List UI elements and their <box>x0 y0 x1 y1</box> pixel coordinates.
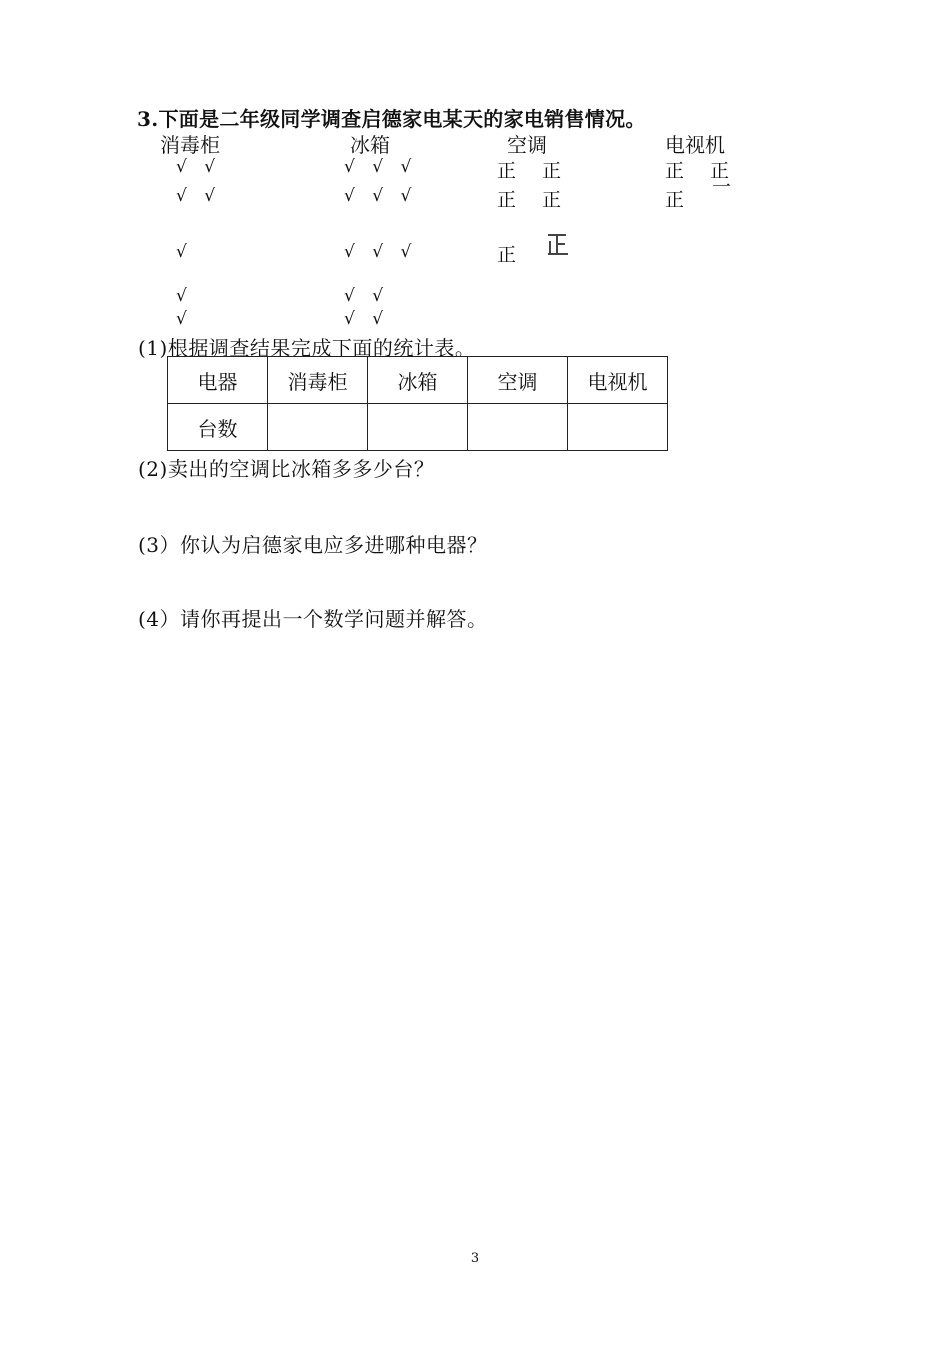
tally-fridge-row-5: √ √ <box>344 309 390 329</box>
header-fridge: 冰箱 <box>350 133 390 157</box>
question-4: (4）请你再提出一个数学问题并解答。 <box>138 607 488 631</box>
tally-disinfect-row-3: √ <box>176 242 193 262</box>
tally-tv-1: 正 <box>665 160 685 182</box>
tally-fridge-row-4: √ √ <box>344 286 390 306</box>
tally-ac-partial <box>545 232 571 256</box>
tally-fridge-row-1: √ √ √ <box>344 157 418 177</box>
table-header-cell: 电器 <box>168 357 268 404</box>
answer-cell-fridge[interactable] <box>368 404 468 451</box>
table-header-cell: 电视机 <box>568 357 668 404</box>
table-header-cell: 消毒柜 <box>268 357 368 404</box>
tally-ac-4: 正 <box>542 189 562 211</box>
question-title: 3.下面是二年级同学调查启德家电某天的家电销售情况。 <box>137 107 646 131</box>
tally-tv-4: 一 <box>712 176 732 198</box>
page-number: 3 <box>470 1251 480 1266</box>
answer-cell-tv[interactable] <box>568 404 668 451</box>
tally-disinfect-row-5: √ <box>176 309 193 329</box>
answer-cell-disinfect[interactable] <box>268 404 368 451</box>
tally-ac-5: 正 <box>497 244 517 266</box>
tally-fridge-row-3: √ √ √ <box>344 242 418 262</box>
tally-ac-3: 正 <box>497 189 517 211</box>
answer-cell-ac[interactable] <box>468 404 568 451</box>
header-disinfect-cabinet: 消毒柜 <box>160 133 220 157</box>
question-3: (3）你认为启德家电应多进哪种电器？ <box>138 533 488 557</box>
table-header-cell: 空调 <box>468 357 568 404</box>
table-header-cell: 冰箱 <box>368 357 468 404</box>
tally-tv-3: 正 <box>665 189 685 211</box>
question-2: (2)卖出的空调比冰箱多多少台？ <box>138 457 435 481</box>
tally-disinfect-row-4: √ <box>176 286 193 306</box>
header-tv: 电视机 <box>665 133 725 157</box>
table-row-label: 台数 <box>168 404 268 451</box>
tally-ac-1: 正 <box>497 160 517 182</box>
tally-disinfect-row-2: √ √ <box>176 186 222 206</box>
tally-fridge-row-2: √ √ √ <box>344 186 418 206</box>
tally-disinfect-row-1: √ √ <box>176 157 222 177</box>
tally-tv-2: 正 <box>710 160 730 182</box>
statistics-table <box>167 356 668 451</box>
table-row <box>168 404 668 451</box>
question-1: (1)根据调查结果完成下面的统计表。 <box>138 336 476 360</box>
tally-ac-2: 正 <box>542 160 562 182</box>
header-air-conditioner: 空调 <box>507 133 547 157</box>
table-header-row <box>168 357 668 404</box>
